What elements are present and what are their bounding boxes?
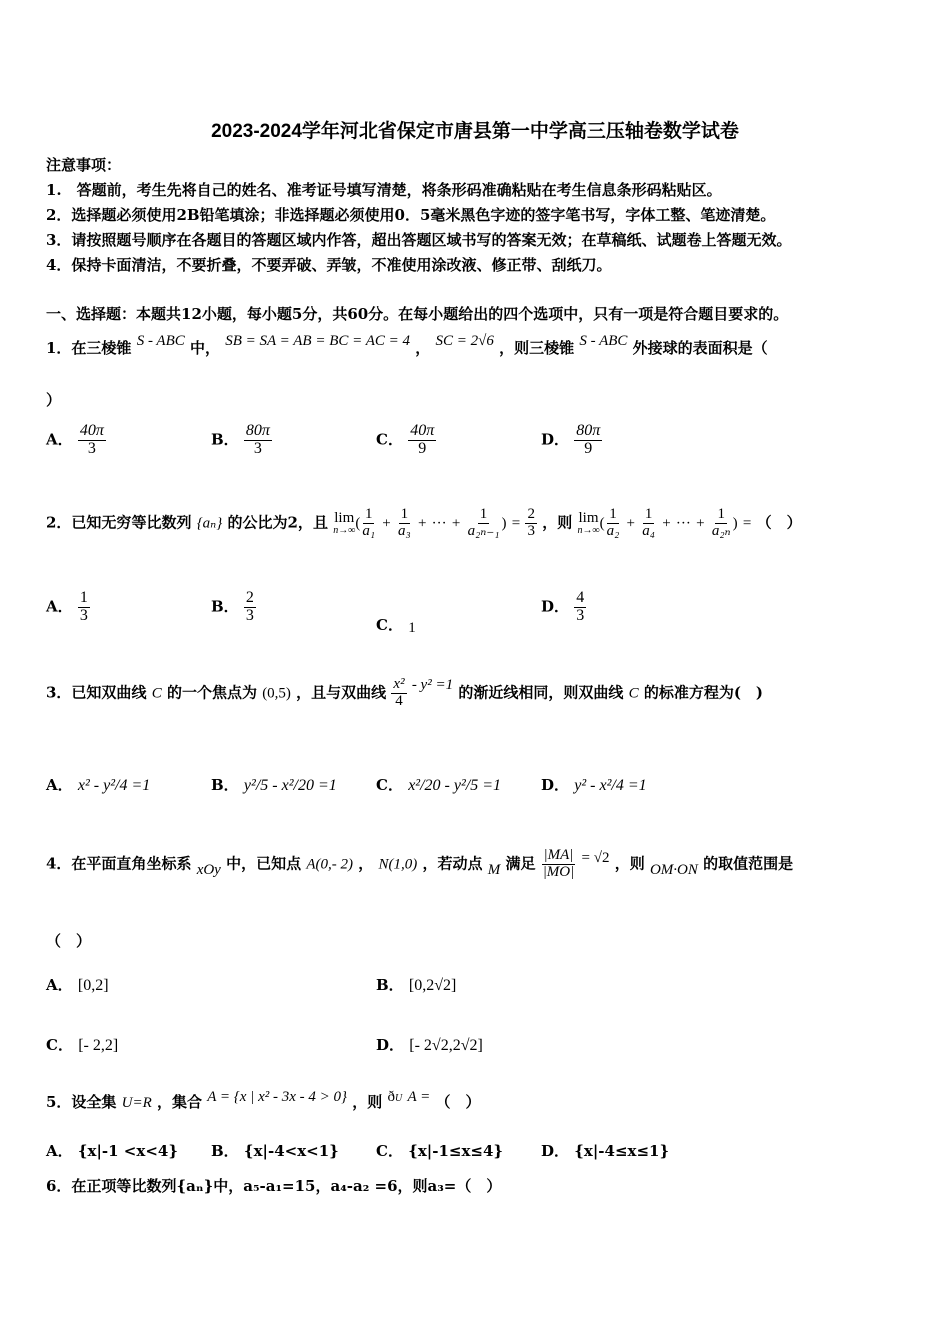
q3-text: 的标准方程为( ) xyxy=(643,683,764,702)
option-a[interactable] xyxy=(46,590,90,625)
fraction-denominator: 9 xyxy=(418,439,427,457)
complement-symbol: ðU xyxy=(387,1089,403,1105)
option-fraction: $\frac{4}{3}$ xyxy=(576,589,585,624)
q1-math: S - ABC xyxy=(579,333,628,349)
option-d[interactable] xyxy=(376,1034,483,1055)
q5-text: （ ） xyxy=(435,1093,481,1111)
option-label: B． xyxy=(211,597,239,616)
question-5 xyxy=(46,1088,480,1119)
q3-math: (0,5) xyxy=(262,685,291,702)
option-math: y² - x²/4 =1 xyxy=(574,777,647,794)
option-label: A． xyxy=(46,776,73,794)
series-term: $\frac{1}{\text{a₁}}$ xyxy=(362,506,376,539)
note-item: 2．选择题必须使用2B铅笔填涂；非选择题必须使用0．5毫米黑色字迹的签字笔书写，字体工整、笔迹清楚。 xyxy=(46,206,776,224)
option-label: C． xyxy=(376,616,403,634)
option-label: C． xyxy=(376,430,403,449)
q2-text: （ ） xyxy=(756,513,802,532)
q5-math: A = xyxy=(407,1089,431,1105)
option-c[interactable] xyxy=(376,1140,503,1161)
option-a[interactable] xyxy=(46,1140,178,1161)
question-1 xyxy=(46,334,768,363)
option-label: C． xyxy=(376,776,403,794)
option-label: D． xyxy=(541,776,570,794)
option-label: D． xyxy=(541,597,570,616)
question-4 xyxy=(46,848,793,881)
q1-text: 1．在三棱锥 xyxy=(46,339,132,357)
option-math: [- 2√2,2√2] xyxy=(409,1037,483,1054)
q4-math: N(1,0) xyxy=(378,856,418,873)
series-term: $\frac{1}{\text{a₂ₙ₋₁}}$ xyxy=(467,506,500,539)
q2-text: 2．已知无穷等比数列 xyxy=(46,513,192,532)
q1-text: 中， xyxy=(189,339,220,357)
series-term: $\frac{1}{\text{a₄}}$ xyxy=(642,506,655,539)
option-b[interactable] xyxy=(376,974,456,995)
q4-paren: （ ） xyxy=(46,932,92,950)
question-3 xyxy=(46,677,763,710)
q1-paren: ） xyxy=(46,391,62,409)
q2-math: {aₙ} xyxy=(196,515,223,532)
q2-text: ，则 xyxy=(542,513,573,532)
option-label: D． xyxy=(541,430,570,449)
option-label: A． xyxy=(46,430,73,449)
q2-text: 的公比为2，且 xyxy=(227,513,328,532)
option-label: C． xyxy=(46,1036,73,1054)
option-math: {x|-1≤x≤4} xyxy=(408,1142,504,1160)
q1-text: 外接球的表面积是（ xyxy=(632,339,768,357)
note-item: 1. 答题前，考生先将自己的姓名、准考证号填写清楚，将条形码准确粘贴在考生信息条形码粘贴区。 xyxy=(46,181,722,199)
q1-math: SB = SA = AB = BC = AC = 4 xyxy=(225,333,411,349)
option-fraction xyxy=(574,423,602,458)
option-d[interactable] xyxy=(541,590,586,625)
q4-fraction: $\frac{|MA|}{|MO|}$ xyxy=(542,847,575,880)
option-fraction: $\frac{2}{3}$ xyxy=(245,589,254,624)
fraction-denominator: 3 xyxy=(253,439,262,457)
q3-math: C xyxy=(628,685,639,702)
option-b[interactable] xyxy=(211,774,337,795)
q4-text: 4．在平面直角坐标系 xyxy=(46,854,192,873)
option-c[interactable] xyxy=(376,614,416,635)
option-c[interactable] xyxy=(376,774,501,795)
fraction-denominator: 9 xyxy=(584,439,593,457)
notes-heading: 注意事项： xyxy=(46,156,122,174)
option-a[interactable] xyxy=(46,774,150,795)
q4-math: A(0,- 2) xyxy=(306,856,353,873)
q1-text: ，则三棱锥 xyxy=(499,339,575,357)
question-6: 6．在正项等比数列{aₙ}中，a₅-a₁=15，a₄-a₂ =6，则a₃=（ ） xyxy=(46,1177,502,1195)
limit-operator: lim n→∞ xyxy=(577,509,600,536)
option-label: A． xyxy=(46,976,73,994)
fraction-numerator: 40π xyxy=(79,422,104,439)
option-c[interactable] xyxy=(46,1034,118,1055)
q3-math: - y² =1 xyxy=(411,677,454,694)
option-d[interactable] xyxy=(541,774,647,795)
option-math: [0,2] xyxy=(77,977,109,994)
option-math: y²/5 - x²/20 =1 xyxy=(243,777,337,794)
q4-text: ， xyxy=(358,854,374,873)
q4-text: 中，已知点 xyxy=(226,854,302,873)
option-label: A． xyxy=(46,1142,73,1160)
limit-operator: lim n→∞ xyxy=(333,509,356,536)
q4-math: xOy xyxy=(196,862,221,879)
option-label: B． xyxy=(211,776,239,794)
fraction-numerator: 80π xyxy=(245,422,270,439)
q5-text: 5．设全集 xyxy=(46,1093,117,1111)
fraction-numerator: 80π xyxy=(576,422,601,439)
option-math: {x|-1 <x<4} xyxy=(77,1142,178,1160)
option-d[interactable] xyxy=(541,1140,669,1161)
option-b[interactable] xyxy=(211,1140,339,1161)
q4-math: = √2 xyxy=(581,850,610,867)
series-term: $\frac{1}{\text{a₂ₙ}}$ xyxy=(711,506,731,539)
series-term: $\frac{1}{\text{a₃}}$ xyxy=(397,506,411,539)
q1-text: ， xyxy=(415,339,431,357)
q3-math: C xyxy=(151,685,162,702)
q4-text: ，若动点 xyxy=(422,854,483,873)
q3-text: ，且与双曲线 xyxy=(296,683,387,702)
limit-value: $\frac{2}{3}$ xyxy=(527,506,535,539)
option-label: B． xyxy=(211,1142,239,1160)
question-2: 2．已知无穷等比数列 {aₙ} 的公比为2，且 lim n→∞ ( $\frac{1}{\text{a₁}}$ + $\frac{1}{\text{a₃}}$ + ··· + $\frac{1}{\text{a₂ₙ₋₁}}$ ) = $\frac{2}{3}$ ，则 lim n→∞ ( $\frac{1}{\text{a₂}}$ + $\frac{1}{\text{a₄}}$ + ··· + $\frac{1}{\text{a₂ₙ}}$ ) = （ ） xyxy=(46,506,802,539)
q5-text: ，集合 xyxy=(157,1093,203,1111)
option-fraction xyxy=(244,423,272,458)
option-a[interactable] xyxy=(46,423,106,458)
option-math: {x|-4≤x≤1} xyxy=(574,1142,670,1160)
series-term: $\frac{1}{\text{a₂}}$ xyxy=(606,506,620,539)
q3-text: 3．已知双曲线 xyxy=(46,683,147,702)
q1-math: S - ABC xyxy=(136,333,185,349)
note-item: 3．请按照题号顺序在各题目的答题区域内作答，超出答题区域书写的答案无效；在草稿纸、试题卷上答题无效。 xyxy=(46,231,792,249)
option-label: D． xyxy=(541,1142,570,1160)
q4-text: 的取值范围是 xyxy=(703,854,794,873)
note-item: 4．保持卡面清洁，不要折叠，不要弄破、弄皱，不准使用涂改液、修正带、刮纸刀。 xyxy=(46,256,612,274)
option-label: A． xyxy=(46,597,73,616)
fraction-denominator: 3 xyxy=(87,439,96,457)
q4-math: M xyxy=(487,862,501,879)
option-fraction xyxy=(78,423,106,458)
q5-math: A = {x | x² - 3x - 4 > 0} xyxy=(207,1089,347,1105)
option-a[interactable] xyxy=(46,974,109,995)
q3-text: 的一个焦点为 xyxy=(166,683,257,702)
section-heading: 一、选择题：本题共12小题，每小题5分，共60分。在每小题给出的四个选项中，只有一项是符合题目要求的。 xyxy=(46,305,789,323)
option-b[interactable] xyxy=(211,423,272,458)
option-label: B． xyxy=(376,976,404,994)
q4-math: OM·ON xyxy=(649,862,698,879)
q4-text: ，则 xyxy=(614,854,645,873)
option-label: C． xyxy=(376,1142,403,1160)
option-math: x² - y²/4 =1 xyxy=(77,777,151,794)
option-label: B． xyxy=(211,430,239,449)
option-math: {x|-4<x<1} xyxy=(243,1142,339,1160)
option-label: D． xyxy=(376,1036,405,1054)
option-math: [- 2,2] xyxy=(78,1037,119,1054)
option-b[interactable] xyxy=(211,590,256,625)
exam-title: 2023-2024学年河北省保定市唐县第一中学高三压轴卷数学试卷 xyxy=(211,121,739,142)
option-d[interactable] xyxy=(541,423,602,458)
option-c[interactable] xyxy=(376,423,436,458)
q4-text: 满足 xyxy=(505,854,536,873)
option-fraction: $\frac{1}{3}$ xyxy=(79,589,88,624)
q5-math: U=R xyxy=(121,1095,152,1111)
option-fraction xyxy=(408,423,436,458)
option-math: x²/20 - y²/5 =1 xyxy=(408,777,501,794)
q1-math: SC = 2√6 xyxy=(435,333,494,349)
fraction-numerator: 40π xyxy=(410,422,435,439)
q5-text: ，则 xyxy=(352,1093,383,1111)
q3-text: 的渐近线相同，则双曲线 xyxy=(458,683,624,702)
q3-fraction: $\frac{\text{x²}}{4}$ xyxy=(393,676,405,709)
option-math: [0,2√2] xyxy=(408,977,457,994)
option-value: 1 xyxy=(408,620,416,636)
